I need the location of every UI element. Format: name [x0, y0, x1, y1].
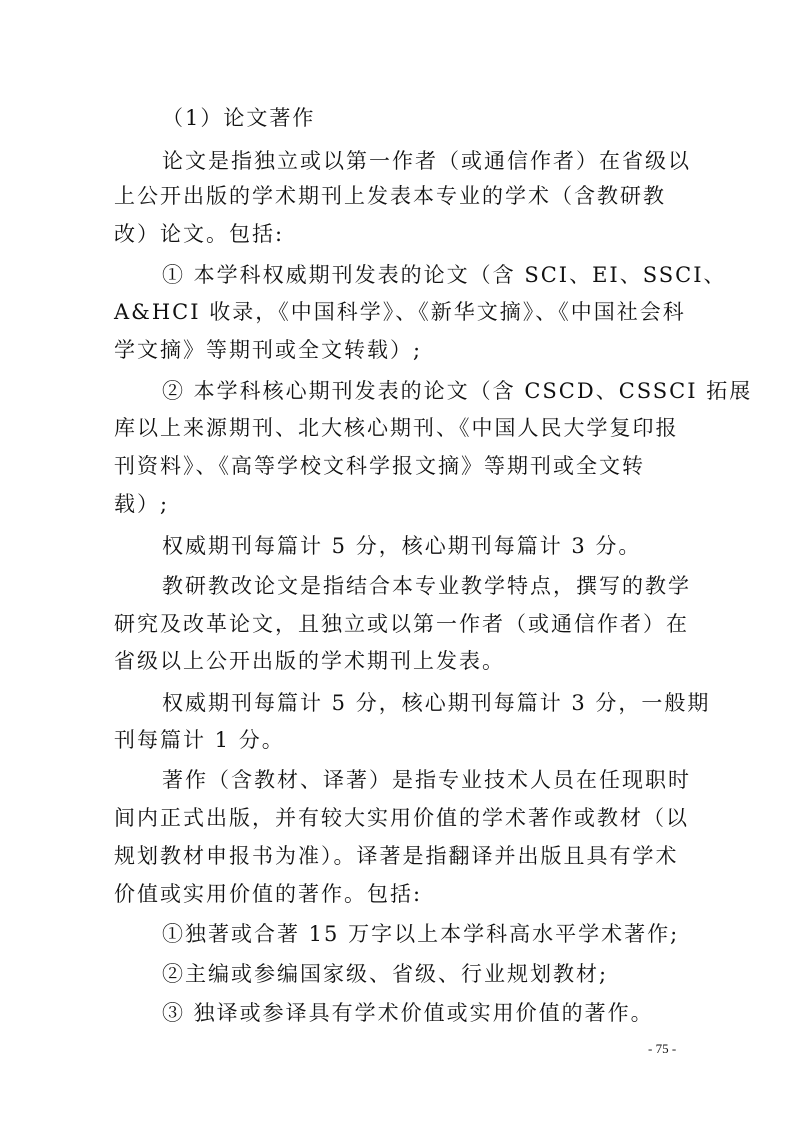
list-item-line: 库以上来源期刊、北大核心期刊、《中国人民大学复印报 [114, 416, 679, 440]
paragraph-line: 间内正式出版，并有较大实用价值的学术著作或教材（以 [114, 806, 689, 830]
paragraph-line: 改）论文。包括: [114, 222, 285, 246]
section-heading: （1）论文著作 [162, 106, 316, 130]
list-item-line: 载）; [114, 492, 170, 516]
page-number: - 75 - [648, 1041, 677, 1056]
paragraph-line: 省级以上公开出版的学术期刊上发表。 [114, 649, 505, 673]
paragraph-line: 论文是指独立或以第一作者（或通信作者）在省级以 [162, 149, 691, 173]
list-item-line: ② 本学科核心期刊发表的论文（含 CSCD、CSSCI 拓展 [162, 379, 753, 403]
paragraph-line: 上公开出版的学术期刊上发表本专业的学术（含教研教 [114, 184, 666, 208]
paragraph-line: 价值或实用价值的著作。包括: [114, 882, 423, 906]
paragraph-line: 权威期刊每篇计 5 分，核心期刊每篇计 3 分，一般期 [162, 691, 711, 715]
list-item-line: ③ 独译或参译具有学术价值或实用价值的著作。 [162, 1001, 654, 1025]
list-item-line: ① 本学科权威期刊发表的论文（含 SCI、EI、SSCI、 [162, 263, 727, 287]
paragraph-line: 教研教改论文是指结合本专业教学特点，撰写的教学 [162, 574, 691, 598]
paragraph-line: 研究及改革论文，且独立或以第一作者（或通信作者）在 [114, 612, 689, 636]
paragraph-line: 刊每篇计 1 分。 [114, 728, 285, 752]
list-item-line: 学文摘》等期刊或全文转载）; [114, 338, 423, 362]
paragraph-line: 权威期刊每篇计 5 分，核心期刊每篇计 3 分。 [162, 534, 642, 558]
list-item-line: ②主编或参编国家级、省级、行业规划教材; [162, 962, 609, 986]
list-item-line: A&HCI 收录，《中国科学》、《新华文摘》、《中国社会科 [114, 300, 686, 324]
list-item-line: ①独著或合著 15 万字以上本学科高水平学术著作; [162, 922, 680, 946]
paragraph-line: 著作（含教材、译著）是指专业技术人员在任现职时 [162, 768, 691, 792]
list-item-line: 刊资料》、《高等学校文科学报文摘》等期刊或全文转 [114, 454, 645, 478]
paragraph-line: 规划教材申报书为准）。译著是指翻译并出版且具有学术 [114, 844, 679, 868]
